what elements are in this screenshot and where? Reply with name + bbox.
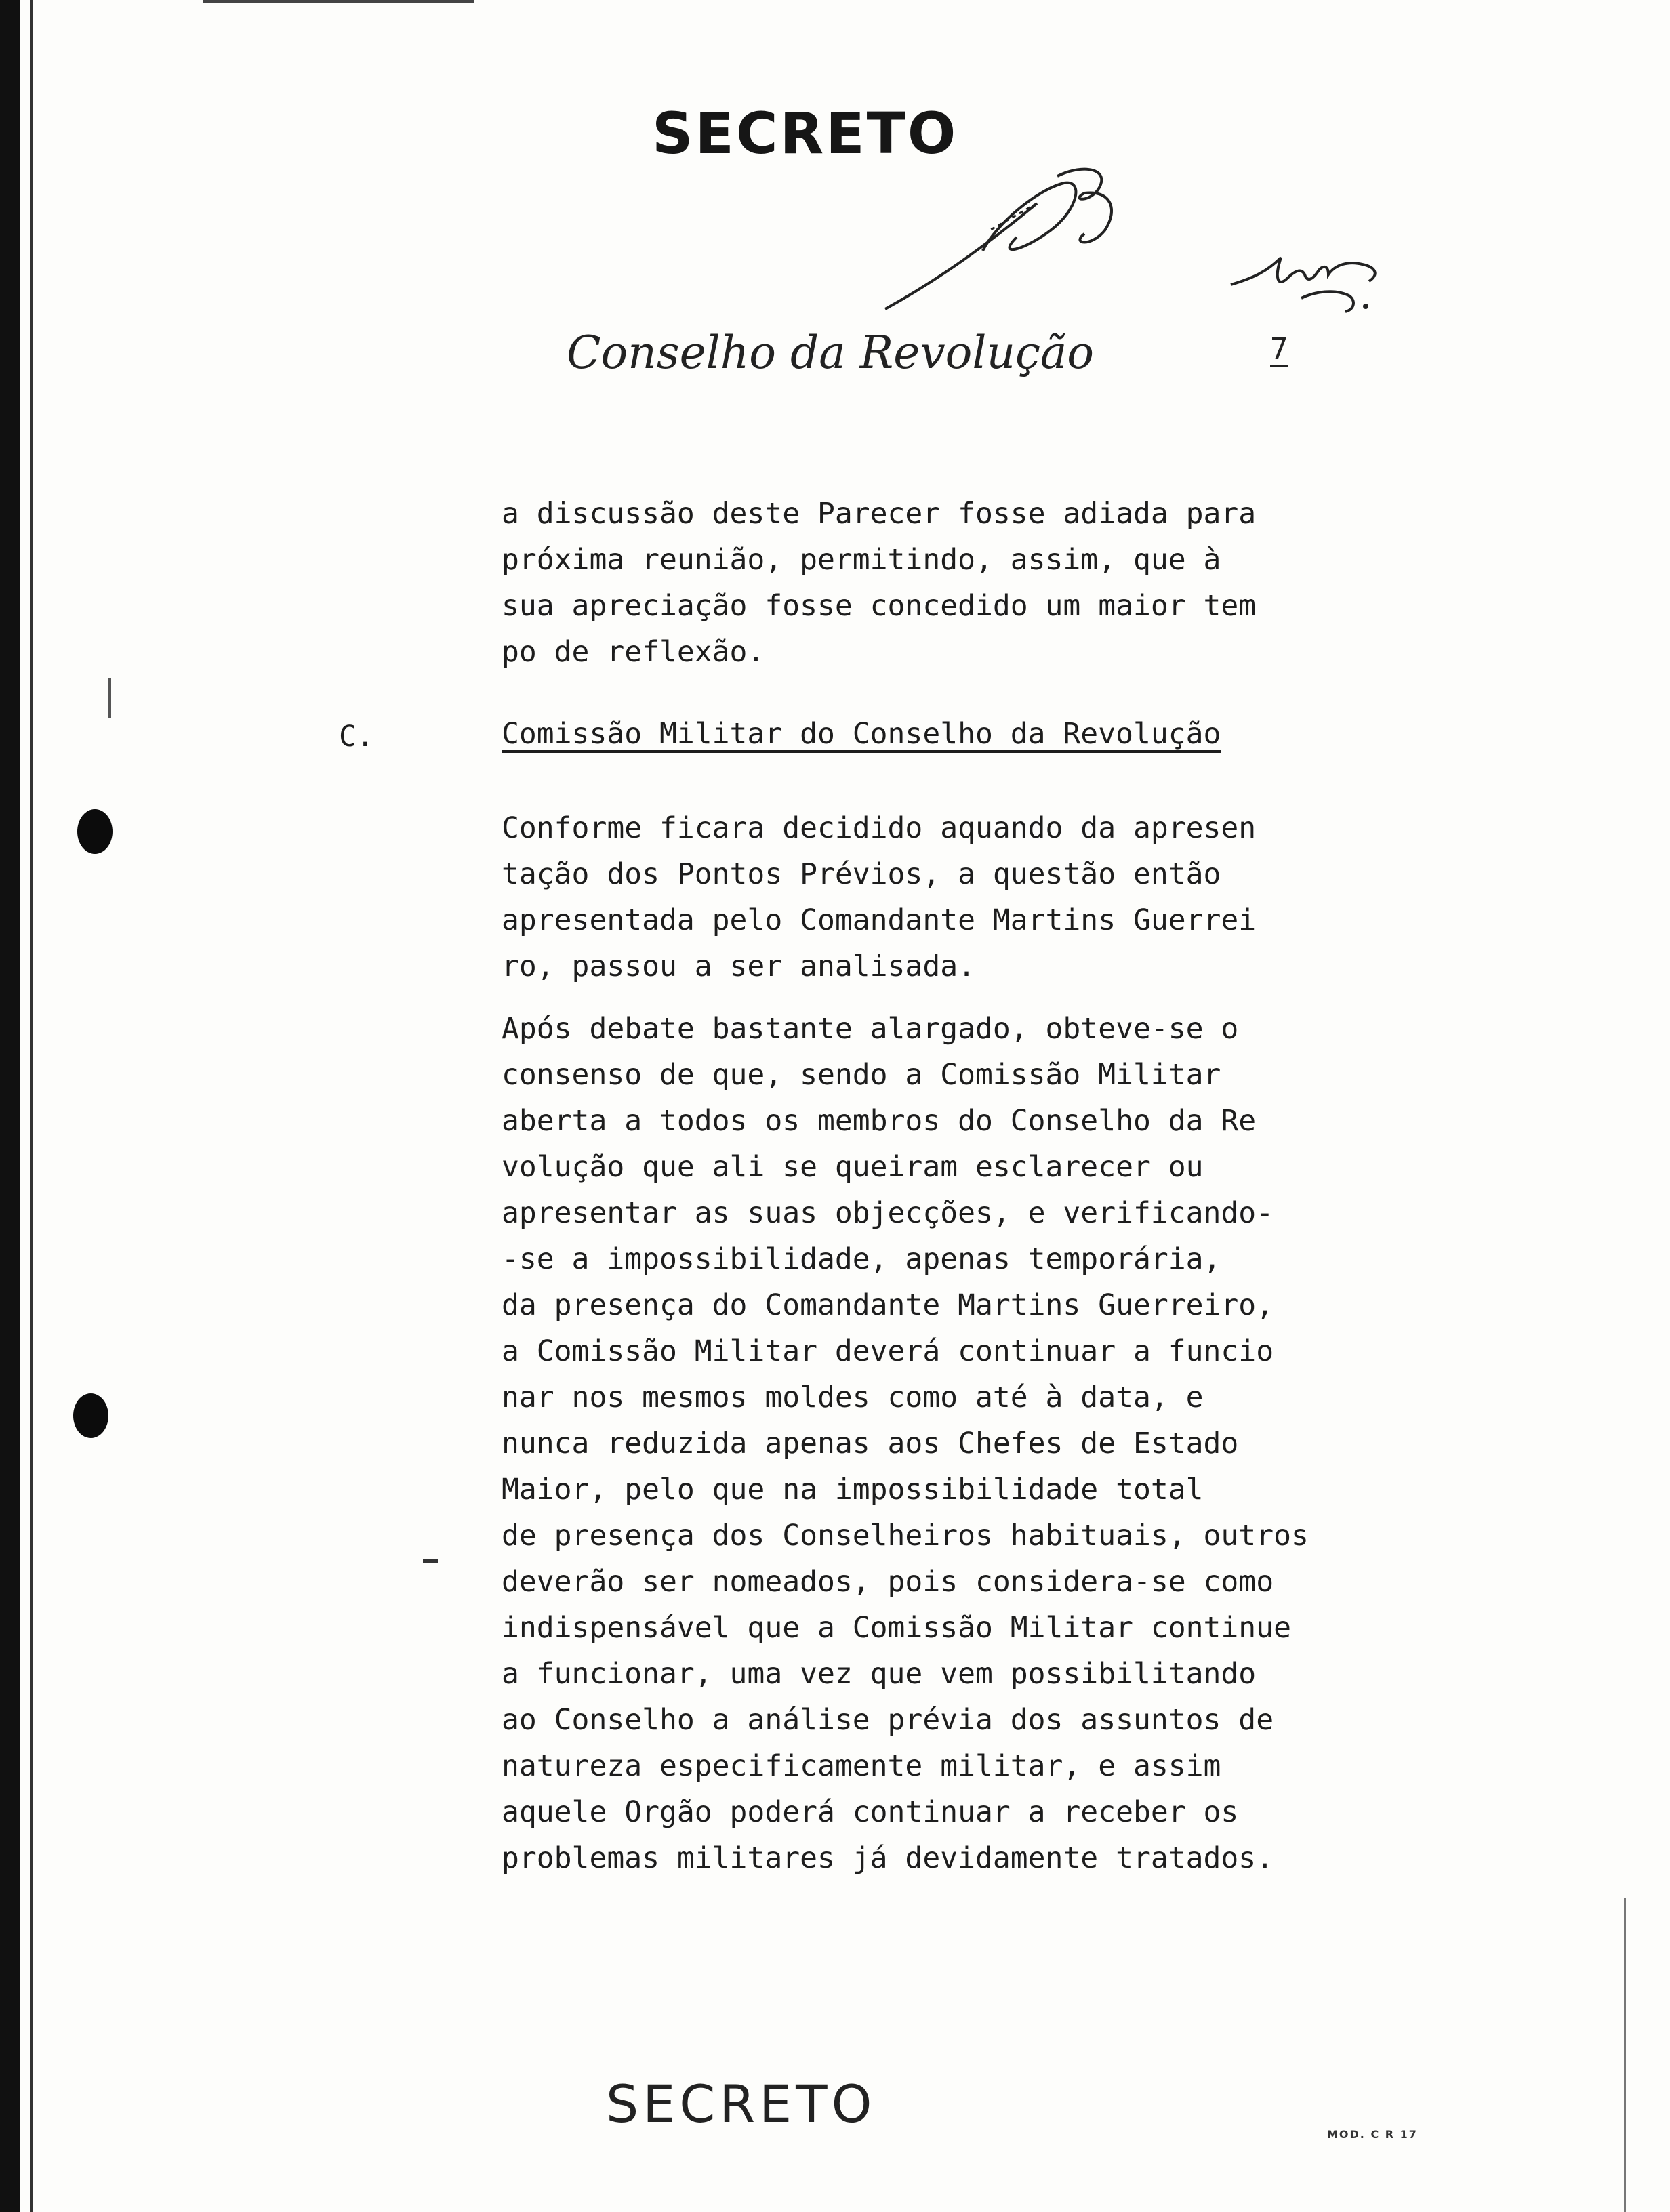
text-line: Maior, pelo que na impossibilidade total [502,1473,1204,1507]
text-line: apresentar as suas objecções, e verificando- [502,1196,1274,1230]
letterhead-title: Conselho da Revolução [567,327,1095,379]
text-line: indispensável que a Comissão Militar continue [502,1611,1291,1645]
text-line: ro, passou a ser analisada. [502,949,975,983]
text-line: nunca reduzida apenas aos Chefes de Estado [502,1427,1239,1460]
text-line: Após debate bastante alargado, obteve-se o [502,1012,1239,1046]
pencil-dash-mark [423,1559,438,1563]
secret-stamp-bottom: SECRETO [606,2074,876,2134]
text-line: tação dos Pontos Prévios, a questão então [502,857,1221,891]
scan-edge-bar [0,0,20,2212]
text-line: po de reflexão. [502,635,765,669]
text-line: Conforme ficara decidido aquando da apresen [502,811,1257,845]
text-line: problemas militares já devidamente tratados. [502,1841,1274,1875]
section-letter: C. [339,720,374,754]
text-line: volução que ali se queiram esclarecer ou [502,1150,1204,1184]
text-line: apresentada pelo Comandante Martins Guerrei [502,903,1257,937]
text-line: a discussão deste Parecer fosse adiada para [502,497,1257,531]
text-line: da presença do Comandante Martins Guerreiro, [502,1288,1274,1322]
text-line: nar nos mesmos moldes como até à data, e [502,1380,1204,1414]
text-line: -se a impossibilidade, apenas temporária, [502,1242,1221,1276]
section-heading: Comissão Militar do Conselho da Revolução [502,717,1221,751]
text-line: sua apreciação fosse concedido um maior tem [502,589,1257,623]
paragraph-2 [502,805,1342,989]
text-line: aberta a todos os membros do Conselho da Re [502,1104,1257,1138]
paragraph-1 [502,491,1342,675]
text-line: deverão ser nomeados, pois considera-se como [502,1565,1274,1599]
text-line: consenso de que, sendo a Comissão Militar [502,1058,1221,1092]
form-code: MOD. C R 17 [1327,2128,1418,2141]
text-line: a Comissão Militar deverá continuar a funcio [502,1334,1274,1368]
secret-stamp-top: SECRETO [652,100,958,167]
text-line: próxima reunião, permitindo, assim, que à [502,543,1221,577]
scan-edge-line [30,0,33,2212]
punch-hole [77,809,113,854]
text-line: natureza especificamente militar, e assim [502,1749,1221,1783]
punch-hole [73,1393,108,1438]
initials-signature [881,163,1125,319]
scan-top-line [203,0,474,3]
text-line: de presença dos Conselheiros habituais, outros [502,1519,1309,1553]
pencil-bracket-mark [108,678,111,718]
rubric-signature [1227,244,1389,325]
page-number: 7 [1270,332,1288,367]
text-line: ao Conselho a análise prévia dos assuntos de [502,1703,1274,1737]
text-line: aquele Orgão poderá continuar a receber os [502,1795,1239,1829]
text-line: a funcionar, uma vez que vem possibilitando [502,1657,1257,1691]
paragraph-3 [502,1006,1356,1881]
scan-right-line [1624,1898,1626,2212]
